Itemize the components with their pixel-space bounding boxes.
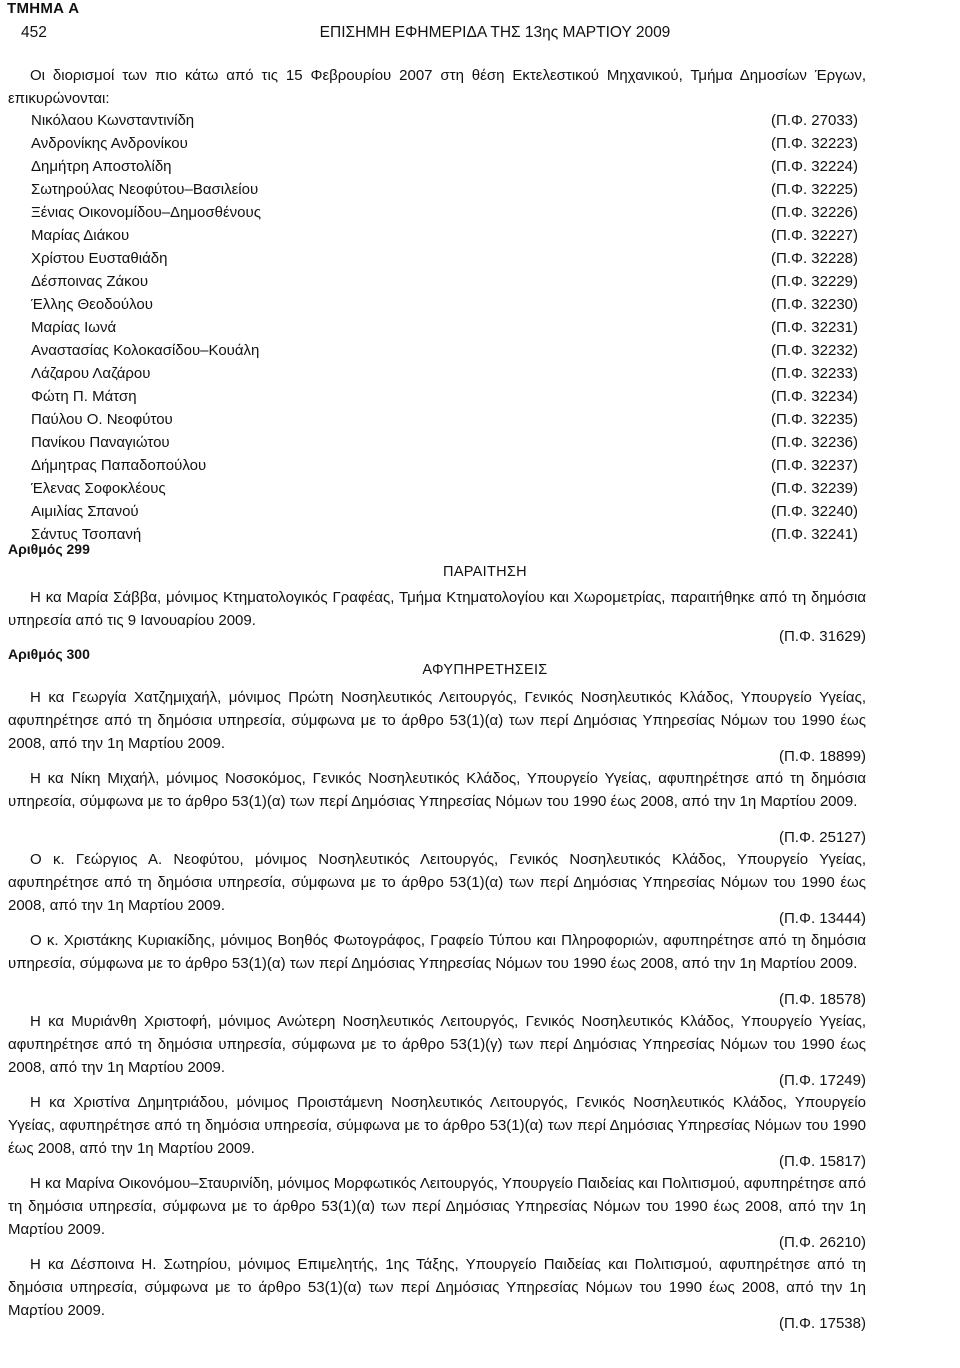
appointee-ref: (Π.Φ. 32226) xyxy=(771,204,859,221)
list-item xyxy=(31,109,865,132)
list-item xyxy=(31,408,865,431)
appointee-ref: (Π.Φ. 32230) xyxy=(771,296,859,313)
appointee-name: Ανδρονίκης Ανδρονίκου xyxy=(31,135,188,152)
appointee-ref: (Π.Φ. 32234) xyxy=(771,388,859,405)
appointee-name: Έλενας Σοφοκλέους xyxy=(31,480,166,497)
notice-299-heading: ΠΑΡΑΙΤΗΣΗ xyxy=(443,564,527,580)
notice-300-number: Αριθμός 300 xyxy=(8,646,90,662)
notice-299-ref: (Π.Φ. 31629) xyxy=(778,628,866,645)
appointee-ref: (Π.Φ. 32239) xyxy=(771,480,859,497)
appointee-name: Χρίστου Ευσταθιάδη xyxy=(31,250,168,267)
list-item xyxy=(31,454,865,477)
intro-paragraph xyxy=(8,64,866,110)
list-item xyxy=(31,132,865,155)
appointee-name: Αναστασίας Κολοκασίδου–Κουάλη xyxy=(31,342,260,359)
retirement-ref: (Π.Φ. 25127) xyxy=(778,829,866,846)
retirement-ref: (Π.Φ. 18578) xyxy=(778,991,866,1008)
appointee-name: Φώτη Π. Μάτση xyxy=(31,388,137,405)
retirement-ref: (Π.Φ. 17538) xyxy=(778,1315,866,1332)
appointee-ref: (Π.Φ. 32240) xyxy=(771,503,859,520)
notice-299-number: Αριθμός 299 xyxy=(8,541,90,557)
appointee-ref: (Π.Φ. 32225) xyxy=(771,181,859,198)
retirement-text: Ο κ. Χριστάκης Κυριακίδης, μόνιμος Βοηθός Φωτογράφος, Γραφείο Τύπου και Πληροφοριών, αφυπηρέτησε από τη δημόσια υπηρεσία, σύμφωνα με το άρθρο 53(1)(α) των περί Δημόσιας Υπηρεσίας Νόμων του 1990 έως 2008, από την 1η Μαρτίου 2009. xyxy=(8,932,866,972)
appointee-name: Σάντυς Τσοπανή xyxy=(31,526,142,543)
list-item xyxy=(31,362,865,385)
appointee-name: Ξένιας Οικονομίδου–Δημοσθένους xyxy=(31,204,261,221)
retirement-text: Ο κ. Γεώργιος Α. Νεοφύτου, μόνιμος Νοσηλευτικός Λειτουργός, Γενικός Νοσηλευτικός Κλάδος, Υπουργείο Υγείας, αφυπηρέτησε από τη δημόσια υπηρεσία, σύμφωνα με το άρθρο 53(1)(α) των περί Δημόσιας Υπηρεσίας Νόμων του 1990 έως 2008, από την 1η Μαρτίου 2009. xyxy=(8,851,866,914)
page-header xyxy=(0,24,960,46)
page-number: 452 xyxy=(21,24,47,41)
list-item xyxy=(31,201,865,224)
list-item xyxy=(31,431,865,454)
appointee-ref: (Π.Φ. 32236) xyxy=(771,434,859,451)
retirement-text: Η κα Δέσποινα Η. Σωτηρίου, μόνιμος Επιμελητής, 1ης Τάξης, Υπουργείο Παιδείας και Πολιτισμού, αφυπηρέτησε από τη δημόσια υπηρεσία, σύμφωνα με το άρθρο 53(1)(α) των περί Δημόσιας Υπηρεσίας Νόμων του 1990 έως 2008, από την 1η Μαρτίου 2009. xyxy=(8,1256,866,1319)
retirement-text: Η κα Μαρίνα Οικονόμου–Σταυρινίδη, μόνιμος Μορφωτικός Λειτουργός, Υπουργείο Παιδείας και Πολιτισμού, αφυπηρέτησε από τη δημόσια υπηρεσία, σύμφωνα με το άρθρο 53(1)(α) των περί Δημόσιας Υπηρεσίας Νόμων του 1990 έως 2008, από την 1η Μαρτίου 2009. xyxy=(8,1175,866,1238)
appointee-list xyxy=(31,109,865,546)
list-item xyxy=(31,247,865,270)
section-label: ΤΜΗΜΑ Α xyxy=(7,0,80,17)
appointee-name: Μαρίας Ιωνά xyxy=(31,319,117,336)
list-item xyxy=(31,224,865,247)
list-item xyxy=(31,155,865,178)
appointee-name: Δημήτρη Αποστολίδη xyxy=(31,158,172,175)
appointee-ref: (Π.Φ. 32231) xyxy=(771,319,859,336)
appointee-ref: (Π.Φ. 32233) xyxy=(771,365,859,382)
appointee-ref: (Π.Φ. 32232) xyxy=(771,342,859,359)
retirement-ref: (Π.Φ. 17249) xyxy=(778,1072,866,1089)
notice-299-text: Η κα Μαρία Σάββα, μόνιμος Κτηματολογικός Γραφέας, Τμήμα Κτηματολογίου και Χωρομετρίας, παραιτήθηκε από τη δημόσια υπηρεσία από τις 9 Ιανουαρίου 2009. xyxy=(8,589,866,629)
retirement-text: Η κα Χριστίνα Δημητριάδου, μόνιμος Προιστάμενη Νοσηλευτικός Λειτουργός, Γενικός Νοσηλευτικός Κλάδος, Υπουργείο Υγείας, αφυπηρέτησε από τη δημόσια υπηρεσία, σύμφωνα με το άρθρο 53(1)(α) των περί Δημόσιας Υπηρεσίας Νόμων του 1990 έως 2008, από την 1η Μαρτίου 2009. xyxy=(8,1094,866,1157)
retirement-ref: (Π.Φ. 13444) xyxy=(778,910,866,927)
retirement-text: Η κα Γεωργία Χατζημιχαήλ, μόνιμος Πρώτη Νοσηλευτικός Λειτουργός, Γενικός Νοσηλευτικός Κλάδος, Υπουργείο Υγείας, αφυπηρέτησε από τη δημόσια υπηρεσία, σύμφωνα με το άρθρο 53(1)(α) των περί Δημόσιας Υπηρεσίας Νόμων του 1990 έως 2008, από την 1η Μαρτίου 2009. xyxy=(8,689,866,752)
notice-300-heading: ΑΦΥΠΗΡΕΤΗΣΕΙΣ xyxy=(422,662,548,678)
appointee-ref: (Π.Φ. 32235) xyxy=(771,411,859,428)
list-item xyxy=(31,385,865,408)
retirement-text: Η κα Μυριάνθη Χριστοφή, μόνιμος Ανώτερη Νοσηλευτικός Λειτουργός, Γενικός Νοσηλευτικός Κλάδος, Υπουργείο Υγείας, αφυπηρέτησε από τη δημόσια υπηρεσία, σύμφωνα με το άρθρο 53(1)(γ) των περί Δημόσιας Υπηρεσίας Νόμων του 1990 έως 2008, από την 1η Μαρτίου 2009. xyxy=(8,1013,866,1076)
appointee-ref: (Π.Φ. 32229) xyxy=(771,273,859,290)
list-item xyxy=(31,270,865,293)
appointee-name: Δήμητρας Παπαδοπούλου xyxy=(31,457,207,474)
appointee-name: Πανίκου Παναγιώτου xyxy=(31,434,170,451)
list-item xyxy=(31,316,865,339)
list-item xyxy=(31,523,865,546)
appointee-name: Λάζαρου Λαζάρου xyxy=(31,365,151,382)
appointee-name: Σωτηρούλας Νεοφύτου–Βασιλείου xyxy=(31,181,259,198)
retirement-ref: (Π.Φ. 15817) xyxy=(778,1153,866,1170)
appointee-ref: (Π.Φ. 32223) xyxy=(771,135,859,152)
appointee-ref: (Π.Φ. 27033) xyxy=(771,112,859,129)
retirement-ref: (Π.Φ. 18899) xyxy=(778,748,866,765)
appointee-ref: (Π.Φ. 32241) xyxy=(771,526,859,543)
retirement-ref: (Π.Φ. 26210) xyxy=(778,1234,866,1251)
appointee-name: Παύλου Ο. Νεοφύτου xyxy=(31,411,173,428)
appointee-ref: (Π.Φ. 32227) xyxy=(771,227,859,244)
list-item xyxy=(31,477,865,500)
list-item xyxy=(31,500,865,523)
appointee-name: Μαρίας Διάκου xyxy=(31,227,130,244)
appointee-ref: (Π.Φ. 32228) xyxy=(771,250,859,267)
appointee-name: Δέσποινας Ζάκου xyxy=(31,273,149,290)
retirement-text: Η κα Νίκη Μιχαήλ, μόνιμος Νοσοκόμος, Γενικός Νοσηλευτικός Κλάδος, Υπουργείο Υγείας, αφυπηρέτησε από τη δημόσια υπηρεσία, σύμφωνα με το άρθρο 53(1)(α) των περί Δημόσιας Υπηρεσίας Νόμων του 1990 έως 2008, από την 1η Μαρτίου 2009. xyxy=(8,770,866,810)
appointee-name: Νικόλαου Κωνσταντινίδη xyxy=(31,112,195,129)
appointee-name: Έλλης Θεοδούλου xyxy=(31,296,153,313)
list-item xyxy=(31,339,865,362)
intro-text: Οι διορισμοί των πιο κάτω από τις 15 Φεβρουρίου 2007 στη θέση Εκτελεστικού Μηχανικού, Τμήμα Δημοσίων Έργων, επικυρώνονται: xyxy=(8,67,866,107)
list-item xyxy=(31,293,865,316)
gazette-title: ΕΠΙΣΗΜΗ ΕΦΗΜΕΡΙΔΑ ΤΗΣ 13ης ΜΑΡΤΙΟΥ 2009 xyxy=(319,24,671,41)
appointee-ref: (Π.Φ. 32237) xyxy=(771,457,859,474)
appointee-name: Αιμιλίας Σπανού xyxy=(31,503,139,520)
list-item xyxy=(31,178,865,201)
appointee-ref: (Π.Φ. 32224) xyxy=(771,158,859,175)
